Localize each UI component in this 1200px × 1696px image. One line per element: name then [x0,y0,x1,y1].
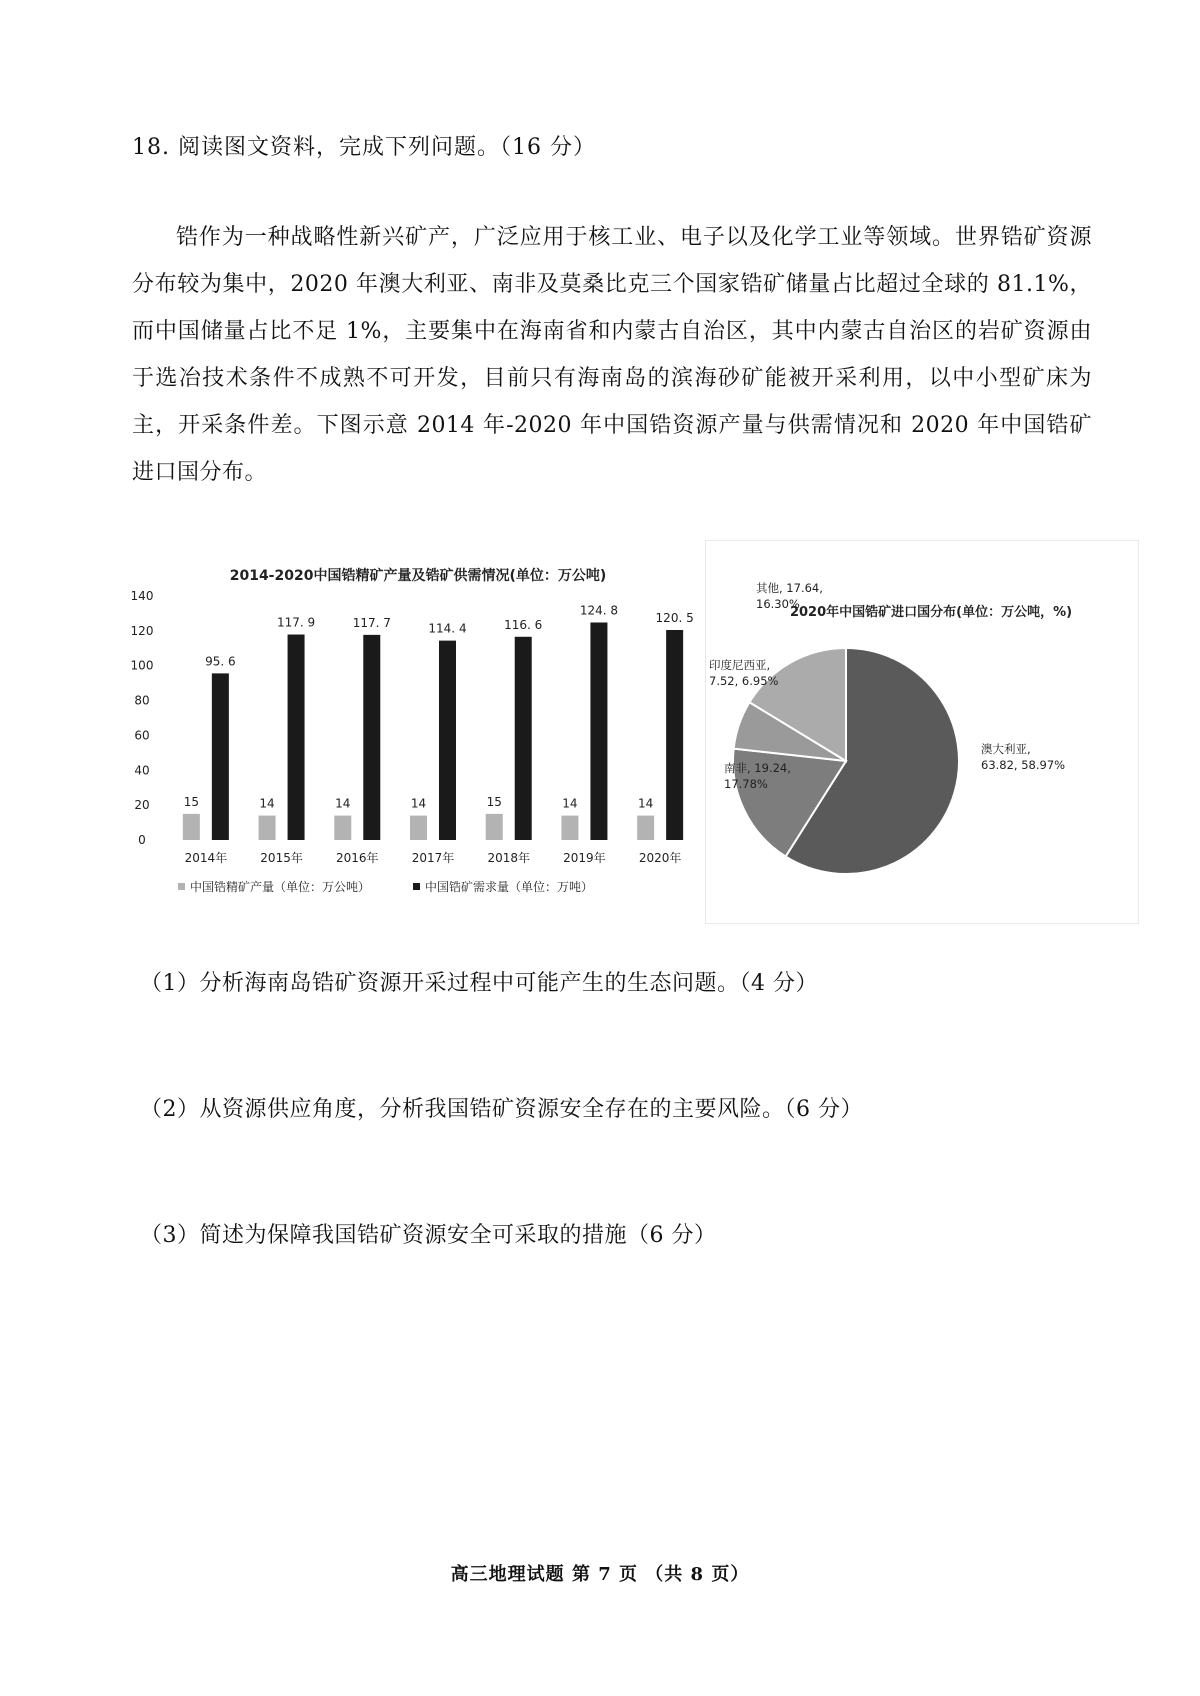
bar-xtick-label: 2014年 [184,851,228,865]
production-bar [410,816,427,840]
production-bar [561,816,578,840]
pie-slice-value-label: 16.30% [756,597,800,611]
legend-label: 中国锆精矿产量（单位：万公吨） [190,880,371,894]
production-bar [334,816,351,840]
demand-data-label: 120. 5 [655,610,694,625]
pie-slice-name-label: 其他, 17.64, [756,581,823,595]
production-data-label: 14 [410,796,427,811]
demand-bar [515,637,532,840]
pie-chart-title: 2020年中国锆矿进口国分布(单位：万公吨，%) [789,605,1073,620]
bar-ytick-label: 20 [134,798,150,813]
bar-xtick-label: 2015年 [260,851,303,865]
demand-data-label: 116. 6 [504,617,543,632]
bar-xtick-label: 2019年 [563,851,606,865]
subquestion-2: （2）从资源供应角度，分析我国锆矿资源安全存在的主要风险。（6 分） [140,1097,863,1122]
bar-ytick-label: 60 [134,728,150,743]
production-data-label: 15 [486,794,502,809]
demand-data-label: 114. 4 [428,621,467,636]
subquestion-1: （1）分析海南岛锆矿资源开采过程中可能产生的生态问题。（4 分） [140,971,818,996]
demand-data-label: 117. 7 [352,615,391,630]
demand-data-label: 124. 8 [579,603,619,618]
bar-ytick-label: 100 [130,658,154,673]
bar-xtick-label: 2017年 [411,851,455,865]
legend-label: 中国锆矿需求量（单位：万吨） [425,880,594,894]
bar-ytick-label: 140 [130,589,154,603]
demand-data-label: 95. 6 [205,654,236,669]
legend-swatch [413,883,420,890]
production-bar [259,816,276,840]
production-bar [183,814,200,840]
production-data-label: 14 [335,796,351,811]
page-footer: 高三地理试题 第 7 页 （共 8 页） [450,1564,750,1585]
subquestion-3: （3）简述为保障我国锆矿资源安全可采取的措施（6 分） [140,1223,717,1248]
pie-chart [706,541,1138,923]
production-data-label: 14 [259,796,275,811]
demand-bar [212,673,229,840]
bar-chart-figure [128,540,703,940]
pie-slice-value-label: 7.52, 6.95% [709,674,779,688]
pie-slice-name-label: 澳大利亚, [981,742,1031,756]
demand-bar [439,641,456,840]
bar-xtick-label: 2018年 [487,851,530,865]
production-bar [637,816,654,840]
legend-swatch [178,883,185,890]
question-title: 18. 阅读图文资料，完成下列问题。（16 分） [132,135,596,160]
demand-data-label: 117. 9 [276,615,316,630]
bar-xtick-label: 2016年 [336,851,379,865]
bar-ytick-label: 120 [130,623,154,638]
production-data-label: 14 [638,796,654,811]
question-paragraph: 锆作为一种战略性新兴矿产，广泛应用于核工业、电子以及化学工业等领域。世界锆矿资源分布较为集中，2020 年澳大利亚、南非及莫桑比克三个国家锆矿储量占比超过全球的 81.1%，而中国储量占比不足 1%，主要集中在海南省和内蒙古自治区，其中内蒙古自治区的岩矿资源由于选冶技术条件不成熟不可开发，目前只有海南岛的滨海砂矿能被开采利用，以中小型矿床为主，开采条件差。下图示意 2014 年-2020 年中国锆资源产量与供需情况和 2020 年中国锆矿进口国分布。 [132,225,1092,485]
pie-chart-figure [705,540,1139,924]
bar-xtick-label: 2020年 [638,851,682,865]
production-data-label: 15 [183,794,199,809]
production-data-label: 14 [562,796,578,811]
bar-ytick-label: 0 [138,833,146,847]
bar-ytick-label: 80 [134,693,150,708]
demand-bar [666,630,683,840]
bar-chart [128,540,703,940]
pie-slice-value-label: 63.82, 58.97% [981,758,1066,772]
demand-bar [288,635,305,840]
production-bar [486,814,503,840]
demand-bar [590,622,607,840]
pie-slice-value-label: 17.78% [724,777,768,791]
bar-ytick-label: 40 [134,763,150,778]
pie-slice-name-label: 印度尼西亚, [709,658,771,672]
pie-slice-name-label: 南非, 19.24, [724,761,791,775]
demand-bar [363,635,380,840]
bar-chart-title: 2014-2020中国锆精矿产量及锆矿供需情况(单位：万公吨) [229,568,607,584]
